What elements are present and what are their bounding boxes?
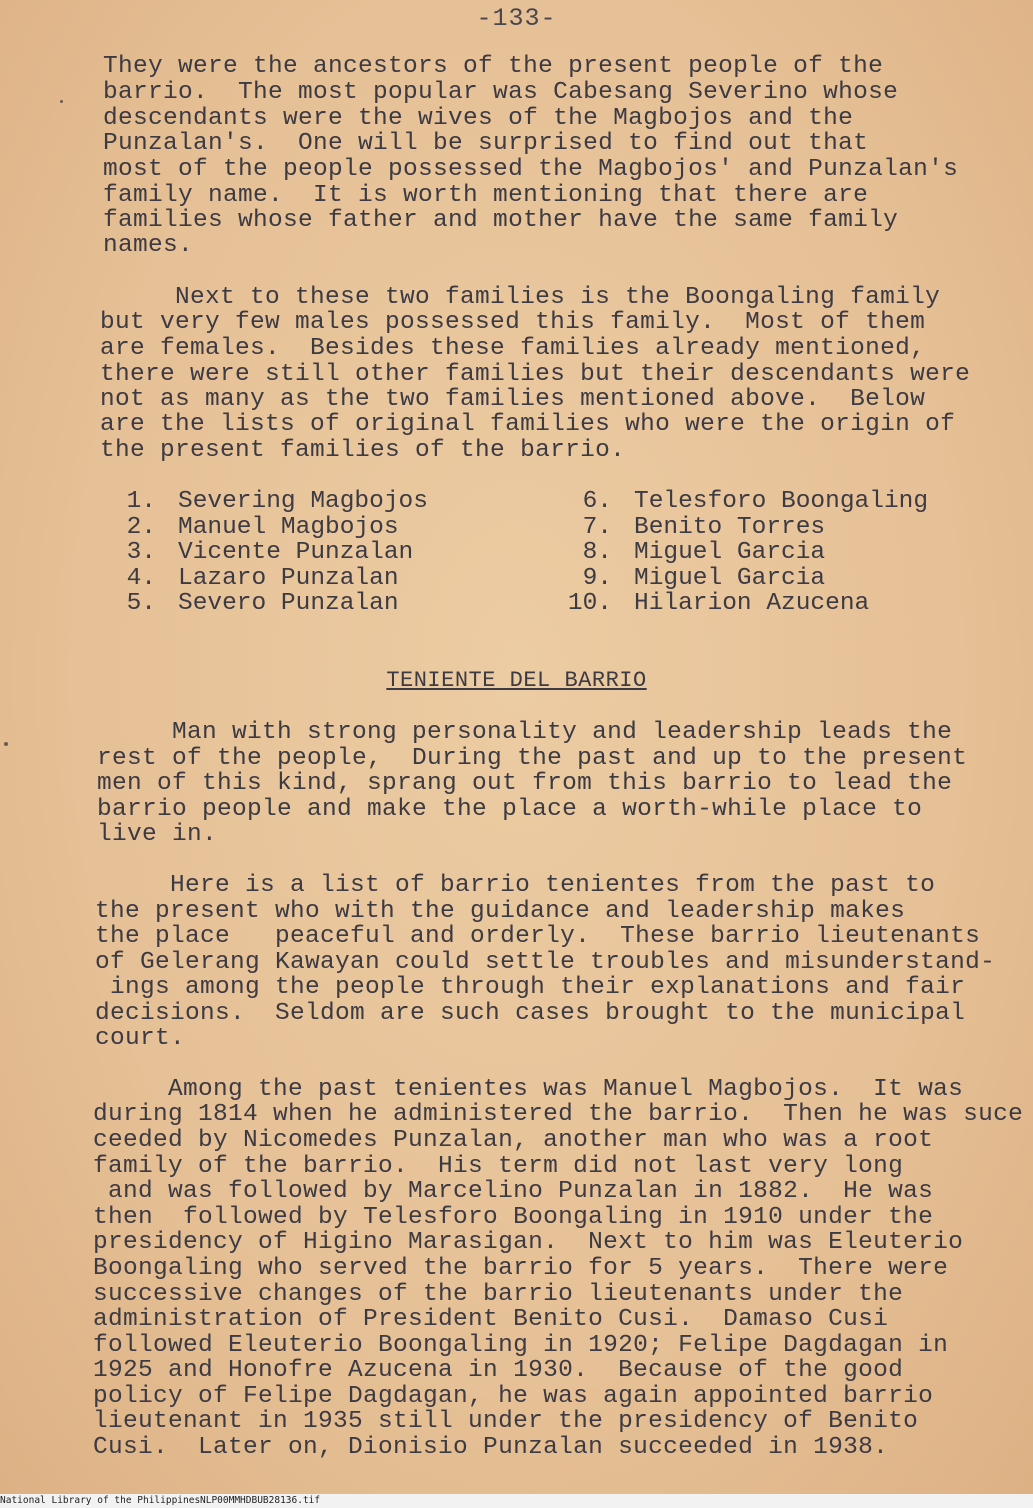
text-line: during 1814 when he administered the barrio. Then he was suce	[93, 1101, 1024, 1128]
text-line: there were still other families but their descendants were	[100, 361, 971, 388]
text-line: ings among the people through their explanations and fair	[95, 974, 966, 1001]
text-line: of Gelerang Kawayan could settle troubles and misunderstand-	[95, 949, 996, 976]
list-item: 4. Lazaro Punzalan	[126, 565, 399, 592]
text-line: Boongaling who served the barrio for 5 years. There were	[93, 1255, 949, 1282]
list-item: 1. Severing Magbojos	[126, 488, 428, 515]
text-line: administration of President Benito Cusi. Damaso Cusi	[93, 1306, 889, 1333]
text-line: men of this kind, sprang out from this barrio to lead the	[97, 770, 953, 797]
text-line: Next to these two families is the Boongaling family	[100, 284, 941, 311]
text-line: but very few males possessed this family. Most of them	[100, 309, 926, 336]
text-line: Man with strong personality and leadership leads the	[97, 719, 953, 746]
text-line: and was followed by Marcelino Punzalan in 1882. He was	[93, 1178, 934, 1205]
text-line: names.	[103, 232, 194, 259]
page-number: -133-	[476, 4, 557, 33]
text-line: followed Eleuterio Boongaling in 1920; Felipe Dagdagan in	[93, 1332, 949, 1359]
list-item: 2. Manuel Magbojos	[126, 514, 399, 541]
text-line: court.	[95, 1025, 186, 1052]
list-item: 6. Telesforo Boongaling	[582, 488, 929, 515]
footer-library: National Library of the Philippines	[0, 1495, 201, 1506]
list-item: 9. Miguel Garcia	[582, 565, 826, 592]
text-line: rest of the people, During the past and up to the present	[97, 745, 968, 772]
list-item: 7. Benito Torres	[582, 514, 826, 541]
text-line: presidency of Higino Marasigan. Next to him was Eleuterio	[93, 1229, 964, 1256]
text-line: then followed by Telesforo Boongaling in 1910 under the	[93, 1204, 934, 1231]
text-line: barrio people and make the place a worth-while place to	[97, 796, 923, 823]
text-line: the place peaceful and orderly. These barrio lieutenants	[95, 923, 981, 950]
text-line: They were the ancestors of the present people of the	[103, 53, 884, 80]
text-line: Among the past tenientes was Manuel Magbojos. It was	[93, 1076, 964, 1103]
list-item: 8. Miguel Garcia	[582, 539, 826, 566]
list-item: 10. Hilarion Azucena	[567, 590, 870, 617]
text-line: the present families of the barrio.	[100, 437, 626, 464]
text-line: lieutenant in 1935 still under the presidency of Benito	[93, 1408, 919, 1435]
list-item: 3. Vicente Punzalan	[126, 539, 414, 566]
text-line: ceeded by Nicomedes Punzalan, another man who was a root	[93, 1127, 934, 1154]
text-line: not as many as the two families mentioned above. Below	[100, 386, 926, 413]
text-line: 1925 and Honofre Azucena in 1930. Because of the good	[93, 1357, 904, 1384]
text-line: most of the people possessed the Magbojos' and Punzalan's	[103, 156, 959, 183]
text-line: Punzalan's. One will be surprised to find out that	[103, 130, 869, 157]
text-line: live in.	[97, 821, 218, 848]
text-line: Cusi. Later on, Dionisio Punzalan succeeded in 1938.	[93, 1434, 889, 1461]
text-line: successive changes of the barrio lieutenants under the	[93, 1281, 904, 1308]
text-line: family of the barrio. His term did not last very long	[93, 1153, 904, 1180]
text-line: are females. Besides these families already mentioned,	[100, 335, 926, 362]
paper-speck	[60, 100, 63, 103]
text-line: policy of Felipe Dagdagan, he was again appointed barrio	[93, 1383, 934, 1410]
footer-filename: NLP00MMHDBUB28136.tif	[200, 1495, 321, 1506]
text-line: families whose father and mother have the same family	[103, 207, 899, 234]
text-line: barrio. The most popular was Cabesang Severino whose	[103, 79, 899, 106]
paper-speck	[4, 742, 8, 746]
scan-footer	[0, 1494, 1033, 1508]
text-line: Here is a list of barrio tenientes from the past to	[95, 872, 936, 899]
text-line: are the lists of original families who were the origin of	[100, 411, 956, 438]
section-heading: TENIENTE DEL BARRIO	[386, 668, 647, 693]
list-item: 5. Severo Punzalan	[126, 590, 399, 617]
text-line: family name. It is worth mentioning that there are	[103, 182, 869, 209]
text-line: the present who with the guidance and leadership makes	[95, 898, 906, 925]
text-line: descendants were the wives of the Magbojos and the	[103, 105, 854, 132]
text-line: decisions. Seldom are such cases brought to the municipal	[95, 1000, 966, 1027]
